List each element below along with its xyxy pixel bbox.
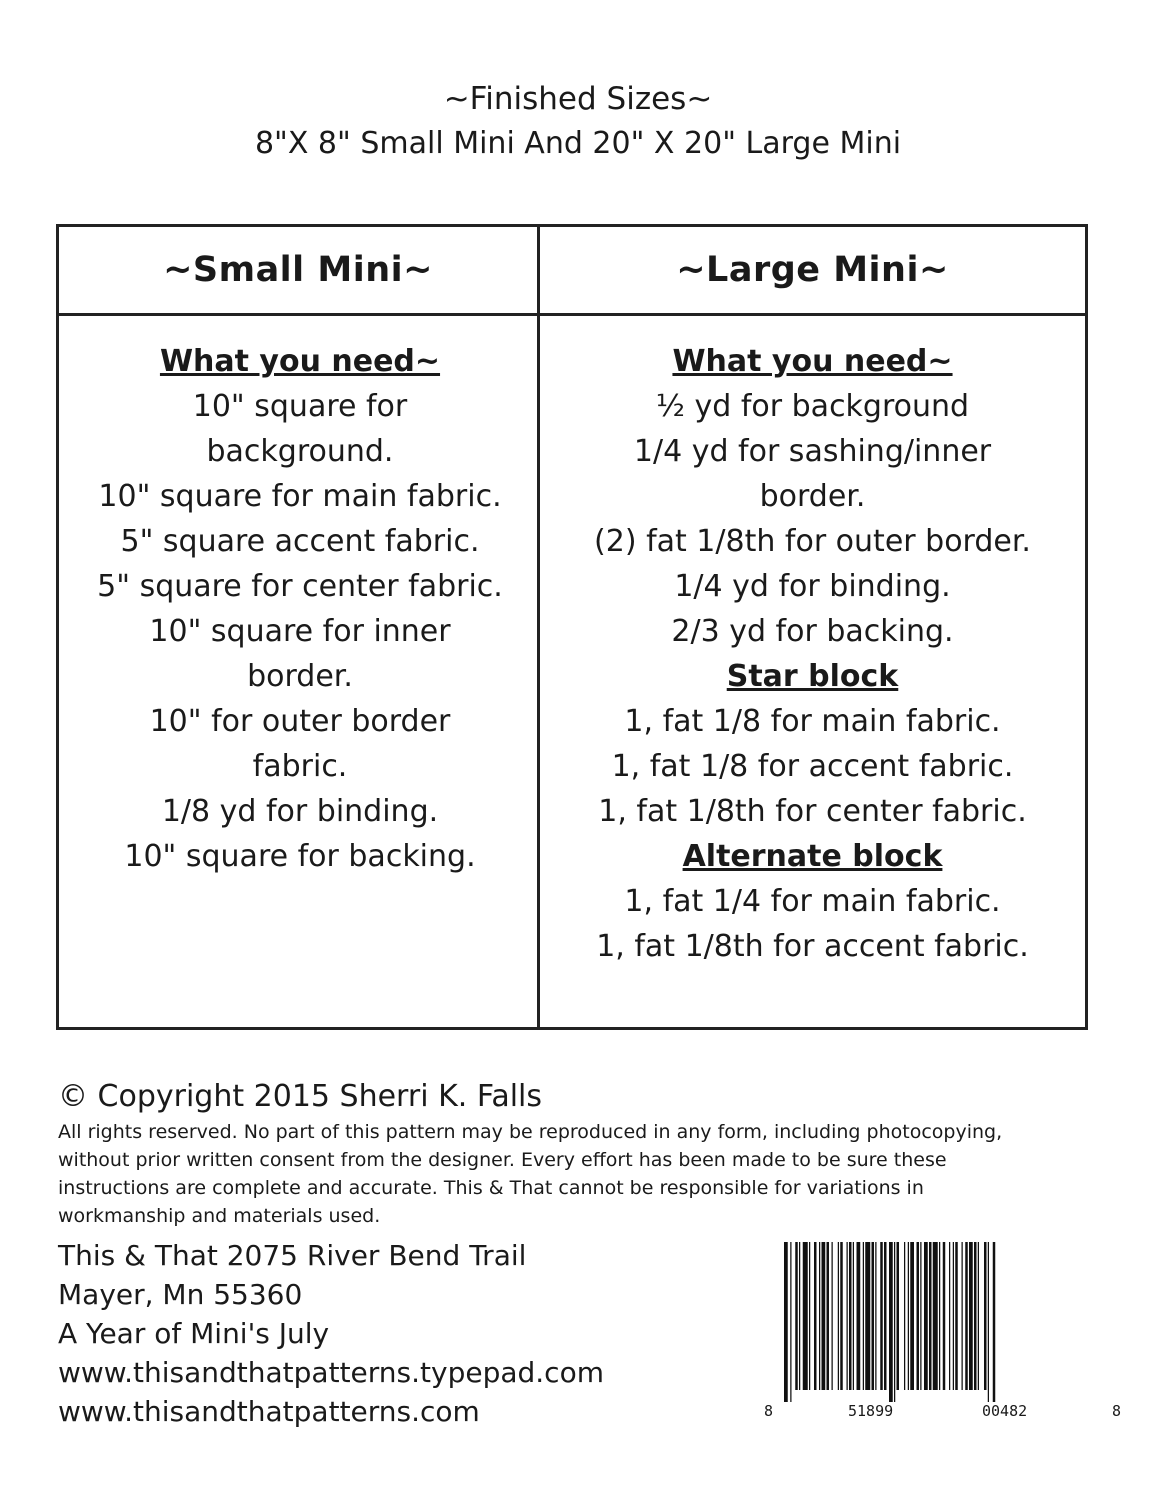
barcode-bar <box>943 1242 946 1390</box>
large-mini-column <box>540 339 1085 969</box>
large-mini-line: 1/4 yd for sashing/inner <box>633 434 992 469</box>
barcode-bar <box>889 1242 893 1402</box>
small-mini-line: fabric. <box>252 749 348 784</box>
barcode-bar <box>857 1242 861 1390</box>
header-divider <box>59 313 1085 316</box>
barcode-bar <box>924 1242 928 1390</box>
small-mini-line: 5" square accent fabric. <box>120 524 480 559</box>
legal-line: workmanship and materials used. <box>58 1205 381 1227</box>
barcode-bar <box>969 1242 973 1390</box>
small-mini-line: 10" square for backing. <box>124 839 476 874</box>
barcode-bar <box>917 1242 920 1390</box>
barcode-bar <box>904 1242 905 1390</box>
barcode-bar <box>993 1242 996 1402</box>
barcode-bar <box>822 1242 826 1390</box>
website-link[interactable]: www.thisandthatpatterns.com <box>58 1395 480 1428</box>
barcode-bar <box>894 1242 895 1402</box>
barcode-bar <box>953 1242 954 1390</box>
requirements-table <box>56 224 1088 1030</box>
small-mini-column <box>65 339 535 879</box>
barcode-bar <box>933 1242 938 1390</box>
barcode-bar <box>920 1242 921 1390</box>
barcode-bar <box>809 1242 810 1390</box>
barcode-bar <box>908 1242 909 1390</box>
large-mini-line: (2) fat 1/8th for outer border. <box>594 524 1031 559</box>
small-mini-need-heading: What you need~ <box>159 344 441 379</box>
barcode-bar <box>840 1242 843 1390</box>
barcode-bar <box>897 1242 900 1390</box>
alternate-block-heading: Alternate block <box>682 839 943 874</box>
large-mini-line: 1/4 yd for binding. <box>674 569 951 604</box>
large-mini-line: ½ yd for background <box>655 389 970 424</box>
barcode-bar <box>880 1242 883 1390</box>
alternate-block-line: 1, fat 1/4 for main fabric. <box>624 884 1001 919</box>
barcode-bar <box>949 1242 950 1390</box>
barcode-bar <box>872 1242 875 1390</box>
barcode-bar <box>988 1242 989 1402</box>
small-mini-line: border. <box>247 659 353 694</box>
star-block-line: 1, fat 1/8 for accent fabric. <box>611 749 1014 784</box>
barcode-bar <box>799 1242 800 1390</box>
legal-line: without prior written consent from the designer. Every effort has been made to be sure these <box>58 1149 947 1171</box>
address-line: A Year of Mini's July <box>58 1317 330 1350</box>
barcode-bar <box>884 1242 887 1390</box>
large-mini-line: border. <box>759 479 866 514</box>
barcode-bar <box>965 1242 968 1390</box>
barcode-bar <box>790 1242 791 1402</box>
barcode-bar <box>974 1242 977 1390</box>
barcode-bar <box>849 1242 852 1390</box>
barcode-bar <box>819 1242 820 1390</box>
barcode-bar <box>910 1242 914 1390</box>
website-link[interactable]: www.thisandthatpatterns.typepad.com <box>58 1356 604 1389</box>
barcode-bar <box>795 1242 798 1390</box>
barcode-bar <box>784 1242 788 1402</box>
barcode <box>756 1242 1126 1432</box>
barcode-bar <box>962 1242 963 1390</box>
barcode-bar <box>875 1242 876 1390</box>
barcode-bar <box>832 1242 833 1390</box>
alternate-block-line: 1, fat 1/8th for accent fabric. <box>596 929 1029 964</box>
barcode-bar <box>955 1242 958 1390</box>
barcode-bar <box>863 1242 864 1390</box>
legal-line: instructions are complete and accurate. This & That cannot be responsible for variations in <box>58 1177 924 1199</box>
small-mini-line: background. <box>206 434 394 469</box>
small-mini-line: 10" square for inner <box>149 614 451 649</box>
small-mini-line: 10" square for main fabric. <box>98 479 502 514</box>
finished-sizes-header <box>0 78 1156 168</box>
small-mini-line: 10" square for <box>192 389 408 424</box>
barcode-bar <box>978 1242 979 1390</box>
barcode-bar <box>929 1242 932 1390</box>
contact-address <box>58 1236 604 1431</box>
address-line: This & That 2075 River Bend Trail <box>58 1239 527 1272</box>
barcode-bar <box>984 1242 987 1390</box>
large-mini-line: 2/3 yd for backing. <box>671 614 954 649</box>
barcode-bar <box>838 1242 839 1390</box>
finished-sizes-subtitle: 8"X 8" Small Mini And 20" X 20" Large Mini <box>254 126 902 161</box>
barcode-bar <box>939 1242 940 1390</box>
small-mini-line: 1/8 yd for binding. <box>161 794 439 829</box>
legal-line: All rights reserved. No part of this pattern may be reproduced in any form, including photocopying, <box>58 1121 1003 1143</box>
barcode-bar <box>827 1242 830 1390</box>
star-block-line: 1, fat 1/8 for main fabric. <box>624 704 1001 739</box>
large-mini-need-heading: What you need~ <box>672 344 953 379</box>
finished-sizes-title: ~Finished Sizes~ <box>443 81 713 117</box>
barcode-digits-left: 51899 <box>848 1402 894 1420</box>
small-mini-line: 5" square for center fabric. <box>97 569 503 604</box>
address-line: Mayer, Mn 55360 <box>58 1278 303 1311</box>
star-block-line: 1, fat 1/8th for center fabric. <box>598 794 1027 829</box>
barcode-bar <box>853 1242 854 1390</box>
small-mini-title: ~Small Mini~ <box>163 250 433 290</box>
barcode-digits-right: 00482 <box>982 1402 1028 1420</box>
barcode-bar <box>847 1242 848 1390</box>
star-block-heading: Star block <box>726 659 899 694</box>
barcode-bar <box>865 1242 870 1390</box>
barcode-digit-first: 8 <box>764 1402 774 1420</box>
legal-text <box>58 1118 1118 1230</box>
large-mini-title: ~Large Mini~ <box>676 250 949 290</box>
copyright-notice: © Copyright 2015 Sherri K. Falls <box>58 1079 542 1114</box>
barcode-bar <box>814 1242 817 1390</box>
small-mini-line: 10" for outer border <box>149 704 451 739</box>
barcode-digit-last: 8 <box>1112 1402 1122 1420</box>
barcode-bars <box>756 1242 1126 1402</box>
barcode-bar <box>803 1242 808 1390</box>
